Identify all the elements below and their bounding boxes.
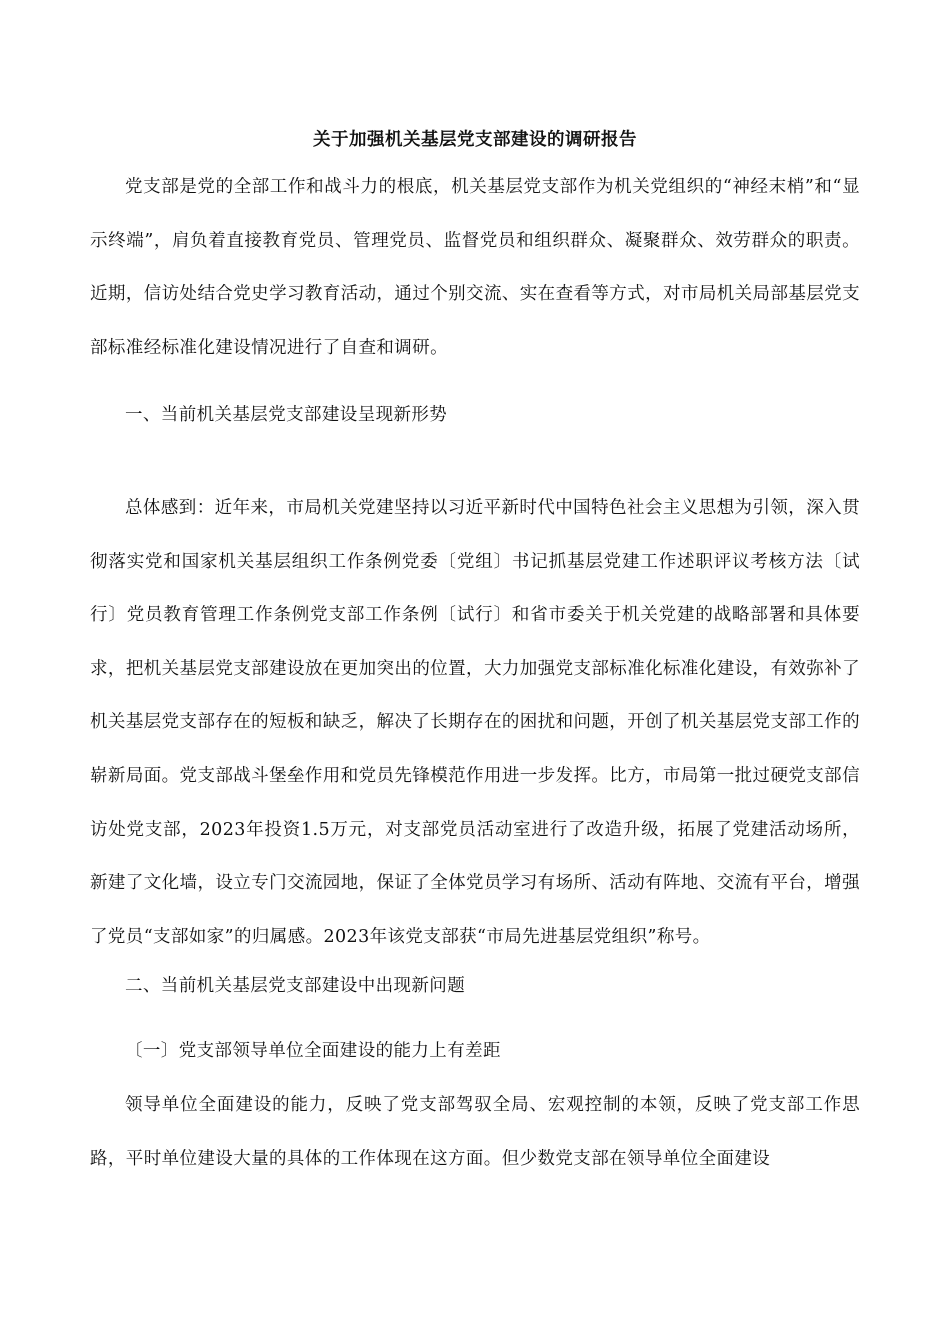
section-2-sub-1-paragraph: 领导单位全面建设的能力，反映了党支部驾驭全局、宏观控制的本领，反映了党支部工作思路，平时单位建设大量的具体的工作体现在这方面。但少数党支部在领导单位全面建设 — [90, 1095, 860, 1169]
section-1-paragraph: 总体感到：近年来，市局机关党建坚持以习近平新时代中国特色社会主义思想为引领，深入贯彻落实党和国家机关基层组织工作条例党委〔党组〕书记抓基层党建工作述职评议考核方法〔试行〕党员教育管理工作条例党支部工作条例〔试行〕和省市委关于机关党建的战略部署和具体要求，把机关基层党支部建设放在更加突出的位置，大力加强党支部标准化标准化建设，有效弥补了机关基层党支部存在的短板和缺乏，解决了长期存在的困扰和问题，开创了机关基层党支部工作的崭新局面。党支部战斗堡垒作用和党员先锋模范作用进一步发挥。比方，市局第一批过硬党支部信访处党支部，2023年投资1.5万元，对支部党员活动室进行了改造升级，拓展了党建活动场所，新建了文化墙，设立专门交流园地，保证了全体党员学习有场所、活动有阵地、交流有平台，增强了党员“支部如家”的归属感。2023年该党支部获“市局先进基层党组织”称号。 — [90, 498, 860, 947]
section-2-heading: 二、当前机关基层党支部建设中出现新问题 — [125, 976, 466, 996]
document-title: 关于加强机关基层党支部建设的调研报告 — [313, 130, 637, 150]
section-2-subheading-1: 〔一〕党支部领导单位全面建设的能力上有差距 — [125, 1041, 501, 1061]
section-1-heading: 一、当前机关基层党支部建设呈现新形势 — [125, 405, 448, 425]
intro-paragraph: 党支部是党的全部工作和战斗力的根底，机关基层党支部作为机关党组织的“神经末梢”和“显示终端”，肩负着直接教育党员、管理党员、监督党员和组织群众、凝聚群众、效劳群众的职责。近期，信访处结合党史学习教育活动，通过个别交流、实在查看等方式，对市局机关局部基层党支部标准经标准化建设情况进行了自查和调研。 — [90, 177, 860, 358]
